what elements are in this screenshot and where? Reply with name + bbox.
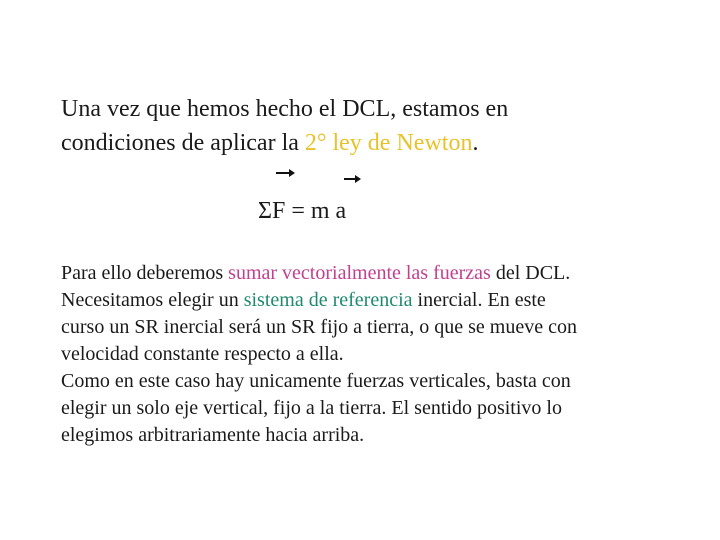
intro-line-1: Una vez que hemos hecho el DCL, estamos en: [61, 96, 509, 122]
newton-formula: [258, 196, 346, 226]
body-line-3: curso un SR inercial será un SR fijo a tierra, o que se mueve con: [61, 316, 577, 338]
force-vector-arrow-icon: [276, 172, 292, 174]
vector-sum-highlight: sumar vectorialmente las fuerzas: [228, 262, 491, 284]
body-line-5: Como en este caso hay unicamente fuerzas verticales, basta con: [61, 370, 571, 392]
body-line-2: [61, 287, 701, 314]
body-line-7: elegimos arbitrariamente hacia arriba.: [61, 424, 365, 446]
body-paragraph: [61, 260, 701, 449]
intro-paragraph: [61, 92, 661, 160]
formula-force: F: [271, 198, 286, 224]
body-line-2-start: Necesitamos elegir un: [61, 289, 244, 311]
formula-acceleration: a: [335, 198, 347, 224]
intro-line-2-end: .: [472, 130, 479, 156]
body-line-1-end: del DCL.: [490, 262, 571, 284]
body-line-4: velocidad constante respecto a ella.: [61, 343, 344, 365]
body-line-1-start: Para ello deberemos: [61, 262, 229, 284]
formula-sigma: Σ: [258, 198, 272, 224]
newton-law-highlight: 2° ley de Newton: [304, 130, 473, 156]
reference-system-highlight: sistema de referencia: [243, 289, 413, 311]
body-line-2-end: inercial. En este: [412, 289, 546, 311]
formula-equals: =: [285, 198, 311, 224]
intro-line-2-start: condiciones de aplicar la: [61, 130, 305, 156]
formula-mass: m: [310, 198, 330, 224]
acceleration-vector-arrow-icon: [344, 178, 358, 180]
body-line-1: [61, 260, 701, 287]
body-line-6: elegir un solo eje vertical, fijo a la tierra. El sentido positivo lo: [61, 397, 562, 419]
